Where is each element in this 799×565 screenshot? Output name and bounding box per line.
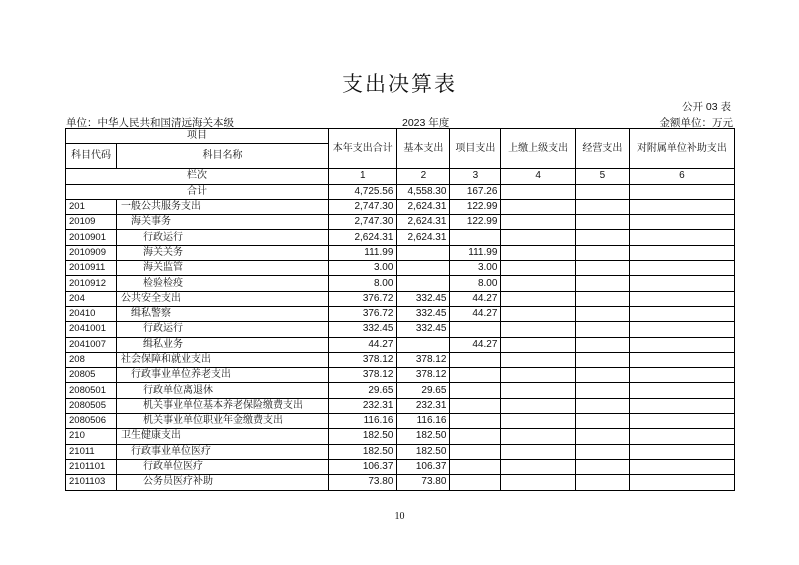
project-value [450,352,501,367]
subject-code: 20109 [66,215,117,230]
basic-value: 182.50 [397,444,450,459]
subject-name: 行政单位医疗 [116,459,328,474]
empty-cell [629,291,734,306]
subject-name: 公务员医疗补助 [116,475,328,490]
table-row [66,475,735,490]
subject-name: 卫生健康支出 [116,429,328,444]
empty-cell [629,184,734,199]
empty-cell [501,276,575,291]
empty-cell [575,398,629,413]
fiscal-year: 2023 年度 [402,117,450,129]
total-value: 2,747.30 [329,199,397,214]
empty-cell [629,414,734,429]
table-row [66,230,735,245]
total-value: 106.37 [329,459,397,474]
column-number: 2 [397,169,450,184]
header-project-expenditure: 项目支出 [450,129,501,169]
basic-value: 29.65 [397,383,450,398]
subject-code: 2010912 [66,276,117,291]
empty-cell [575,306,629,321]
empty-cell [575,276,629,291]
column-label: 栏次 [66,169,329,184]
total-label: 合计 [66,184,329,199]
empty-cell [501,322,575,337]
subject-code: 20410 [66,306,117,321]
basic-value: 4,558.30 [397,184,450,199]
total-value: 111.99 [329,245,397,260]
table-row [66,291,735,306]
subject-name: 一般公共服务支出 [116,199,328,214]
table-row [66,322,735,337]
basic-value: 73.80 [397,475,450,490]
project-value [450,383,501,398]
project-value [450,414,501,429]
report-title: 支出决算表 [342,72,457,96]
project-value: 3.00 [450,261,501,276]
total-value: 3.00 [329,261,397,276]
empty-cell [575,429,629,444]
column-number: 5 [575,169,629,184]
empty-cell [629,261,734,276]
empty-cell [501,306,575,321]
empty-cell [575,475,629,490]
table-row [66,199,735,214]
empty-cell [629,215,734,230]
subject-code: 21011 [66,444,117,459]
total-value: 44.27 [329,337,397,352]
basic-value: 182.50 [397,429,450,444]
total-value: 182.50 [329,444,397,459]
empty-cell [629,383,734,398]
empty-cell [629,245,734,260]
table-row [66,429,735,444]
empty-cell [575,230,629,245]
table-row [66,368,735,383]
project-value: 167.26 [450,184,501,199]
project-value [450,398,501,413]
header-project: 项目 [66,129,329,144]
project-value: 44.27 [450,291,501,306]
project-value [450,444,501,459]
empty-cell [575,352,629,367]
subject-code: 204 [66,291,117,306]
header-code: 科目代码 [66,144,117,169]
subject-name: 行政事业单位养老支出 [116,368,328,383]
empty-cell [629,230,734,245]
table-header [66,129,735,200]
empty-cell [629,368,734,383]
basic-value: 332.45 [397,306,450,321]
empty-cell [629,276,734,291]
total-value: 29.65 [329,383,397,398]
column-number: 3 [450,169,501,184]
empty-cell [629,475,734,490]
form-number: 公开 03 表 [681,101,731,113]
column-number: 6 [629,169,734,184]
header-total: 本年支出合计 [329,129,397,169]
basic-value [397,261,450,276]
total-value: 2,624.31 [329,230,397,245]
subject-name: 海关监管 [116,261,328,276]
empty-cell [501,230,575,245]
table-row [66,459,735,474]
empty-cell [629,306,734,321]
page-number: 10 [394,511,405,522]
empty-cell [501,337,575,352]
empty-cell [575,184,629,199]
empty-cell [575,261,629,276]
total-value: 332.45 [329,322,397,337]
empty-cell [629,429,734,444]
subject-code: 2041001 [66,322,117,337]
empty-cell [575,444,629,459]
empty-cell [501,444,575,459]
empty-cell [575,368,629,383]
project-value: 8.00 [450,276,501,291]
subject-name: 行政单位离退休 [116,383,328,398]
empty-cell [575,383,629,398]
project-value: 44.27 [450,306,501,321]
total-value: 2,747.30 [329,215,397,230]
table-row [66,398,735,413]
empty-cell [575,291,629,306]
total-value: 376.72 [329,291,397,306]
header-subsidy: 对附属单位补助支出 [629,129,734,169]
basic-value: 332.45 [397,291,450,306]
subject-code: 2080505 [66,398,117,413]
basic-value: 332.45 [397,322,450,337]
empty-cell [629,398,734,413]
total-value: 116.16 [329,414,397,429]
subject-name: 缉私警察 [116,306,328,321]
table-row [66,261,735,276]
total-value: 232.31 [329,398,397,413]
basic-value [397,276,450,291]
empty-cell [501,199,575,214]
total-value: 73.80 [329,475,397,490]
subject-name: 机关事业单位基本养老保险缴费支出 [116,398,328,413]
empty-cell [501,184,575,199]
basic-value: 378.12 [397,368,450,383]
empty-cell [501,459,575,474]
project-value [450,475,501,490]
basic-value: 2,624.31 [397,215,450,230]
column-number: 1 [329,169,397,184]
empty-cell [501,368,575,383]
project-value: 111.99 [450,245,501,260]
header-superior: 上缴上级支出 [501,129,575,169]
total-row [66,184,735,199]
subject-name: 海关关务 [116,245,328,260]
total-value: 378.12 [329,368,397,383]
subject-code: 2101101 [66,459,117,474]
basic-value: 2,624.31 [397,230,450,245]
subject-code: 2080501 [66,383,117,398]
empty-cell [629,444,734,459]
empty-cell [575,322,629,337]
subject-name: 社会保障和就业支出 [116,352,328,367]
basic-value: 378.12 [397,352,450,367]
project-value [450,429,501,444]
table-body [66,199,735,490]
empty-cell [501,215,575,230]
table-row [66,337,735,352]
header-name: 科目名称 [116,144,328,169]
empty-cell [575,459,629,474]
empty-cell [501,245,575,260]
subject-name: 行政运行 [116,322,328,337]
subject-code: 2041007 [66,337,117,352]
empty-cell [629,199,734,214]
subject-name: 检验检疫 [116,276,328,291]
empty-cell [501,291,575,306]
subject-code: 2010911 [66,261,117,276]
project-value: 44.27 [450,337,501,352]
table-row [66,215,735,230]
subject-code: 210 [66,429,117,444]
table-row [66,383,735,398]
amount-unit: 金额单位：万元 [659,117,733,129]
empty-cell [629,352,734,367]
empty-cell [501,475,575,490]
total-value: 8.00 [329,276,397,291]
table-row [66,414,735,429]
empty-cell [501,414,575,429]
basic-value [397,337,450,352]
column-number-row [66,169,735,184]
empty-cell [629,337,734,352]
header-business: 经营支出 [575,129,629,169]
subject-name: 机关事业单位职业年金缴费支出 [116,414,328,429]
subject-name: 海关事务 [116,215,328,230]
subject-code: 201 [66,199,117,214]
basic-value: 106.37 [397,459,450,474]
project-value: 122.99 [450,199,501,214]
basic-value: 232.31 [397,398,450,413]
total-value: 376.72 [329,306,397,321]
subject-name: 行政事业单位医疗 [116,444,328,459]
total-value: 378.12 [329,352,397,367]
subject-code: 20805 [66,368,117,383]
table-row [66,352,735,367]
subject-code: 2010909 [66,245,117,260]
total-value: 182.50 [329,429,397,444]
unit-label: 单位：中华人民共和国清远海关本级 [66,117,234,129]
subject-name: 缉私业务 [116,337,328,352]
subject-name: 行政运行 [116,230,328,245]
subject-code: 2080506 [66,414,117,429]
empty-cell [501,261,575,276]
header-basic: 基本支出 [397,129,450,169]
project-value [450,459,501,474]
basic-value [397,245,450,260]
column-number: 4 [501,169,575,184]
subject-code: 2010901 [66,230,117,245]
empty-cell [629,322,734,337]
subject-code: 2101103 [66,475,117,490]
empty-cell [629,459,734,474]
empty-cell [575,199,629,214]
project-value [450,322,501,337]
subject-code: 208 [66,352,117,367]
total-value: 4,725.56 [329,184,397,199]
table-row [66,245,735,260]
empty-cell [501,352,575,367]
basic-value: 2,624.31 [397,199,450,214]
empty-cell [575,215,629,230]
empty-cell [501,429,575,444]
subject-name: 公共安全支出 [116,291,328,306]
basic-value: 116.16 [397,414,450,429]
empty-cell [575,414,629,429]
empty-cell [575,245,629,260]
table-row [66,444,735,459]
expenditure-table [65,128,735,491]
empty-cell [501,398,575,413]
table-row [66,306,735,321]
table-row [66,276,735,291]
project-value: 122.99 [450,215,501,230]
empty-cell [575,337,629,352]
project-value [450,368,501,383]
empty-cell [501,383,575,398]
project-value [450,230,501,245]
